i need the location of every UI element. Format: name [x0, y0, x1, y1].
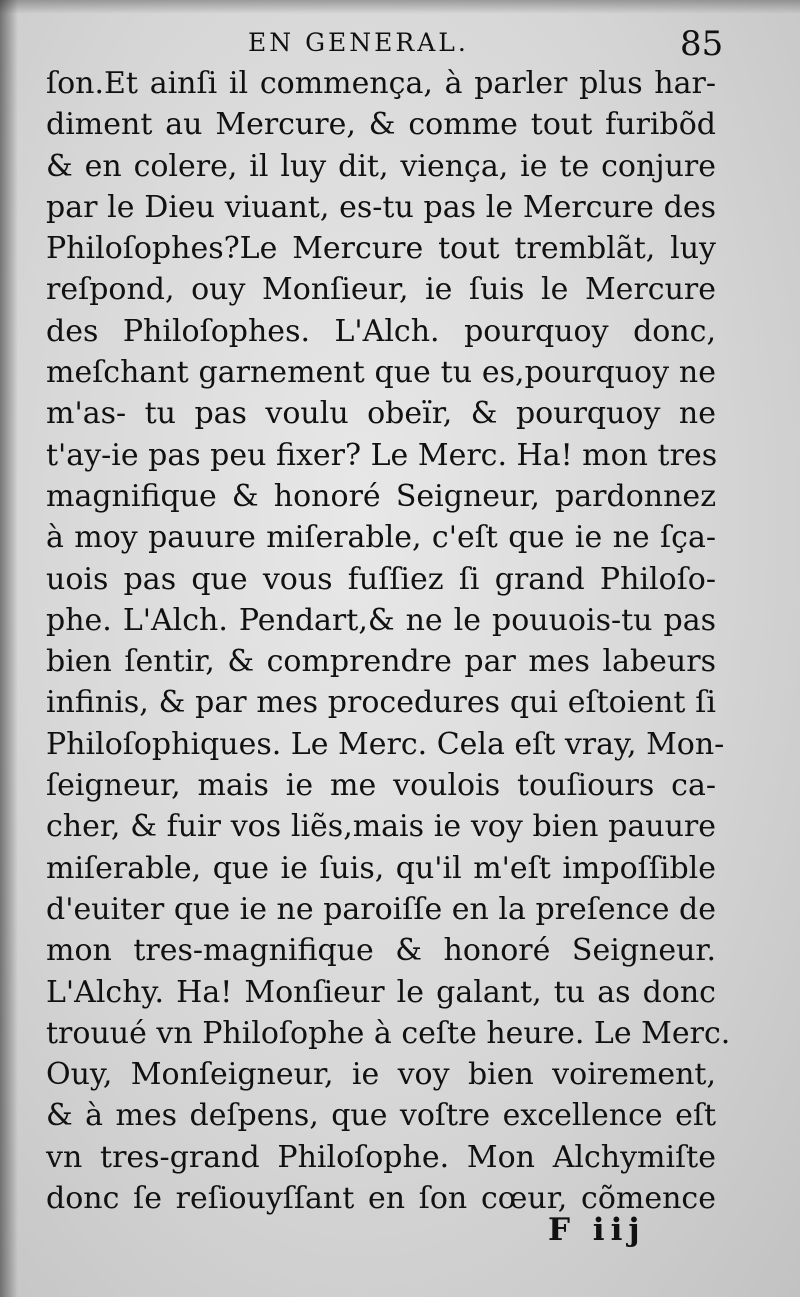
text-line: & à mes deſpens, que voſtre excellence eſt — [46, 1098, 716, 1134]
text-line: infinis, & par mes procedures qui eſtoient ſi — [46, 685, 716, 721]
text-line: mon tres-magnifique & honoré Seigneur. — [46, 933, 716, 969]
text-line: Philoſophes?Le Mercure tout tremblãt, luy — [46, 231, 716, 267]
text-line: vn tres-grand Philoſophe. Mon Alchymiſte — [46, 1139, 716, 1175]
text-line: Ouy, Monſeigneur, ie voy bien voirement, — [46, 1057, 716, 1093]
text-line: à moy pauure miſerable, c'eſt que ie ne ſça- — [46, 520, 716, 556]
text-line: magnifique & honoré Seigneur, pardonnez — [46, 478, 716, 514]
text-line: m'as- tu pas voulu obeïr, & pourquoy ne — [46, 396, 716, 432]
text-line: meſchant garnement que tu es,pourquoy ne — [46, 355, 716, 391]
text-line: Philoſophiques. Le Merc. Cela eſt vray, Mon- — [46, 726, 725, 762]
text-line: par le Dieu viuant, es-tu pas le Mercure des — [46, 189, 716, 225]
text-line: reſpond, ouy Monſieur, ie ſuis le Mercure — [46, 272, 716, 308]
text-line: uois pas que vous fuſſiez ſi grand Philoſo- — [46, 561, 716, 597]
running-head — [0, 26, 800, 66]
text-line: miſerable, que ie ſuis, qu'il m'eſt impoſſible — [46, 850, 716, 886]
text-line: diment au Mercure, & comme tout furibõd — [46, 107, 716, 143]
signature-mark: F iij — [548, 1212, 646, 1248]
page-top-shadow — [0, 0, 800, 14]
text-line: t'ay-ie pas peu fixer? Le Merc. Ha! mon tres — [46, 437, 718, 473]
body-text — [46, 63, 731, 1219]
text-line: ſon.Et ainſi il commença, à parler plus har- — [46, 66, 716, 101]
page-edge-shadow — [0, 0, 18, 1297]
text-line: L'Alchy. Ha! Monſieur le galant, tu as donc — [46, 974, 716, 1010]
text-line: des Philoſophes. L'Alch. pourquoy donc, — [46, 313, 716, 349]
text-line: cher, & fuir vos liẽs,mais ie voy bien pauure — [46, 809, 716, 845]
text-line: trouué vn Philoſophe à ceſte heure. Le Merc. — [46, 1015, 731, 1051]
text-line: d'euiter que ie ne paroiſſe en la preſence de — [46, 891, 716, 927]
text-line: donc ſe reſiouyſſant en ſon cœur, cõmence — [46, 1181, 716, 1217]
text-line: phe. L'Alch. Pendart,& ne le pouuois-tu pas — [46, 602, 716, 638]
text-line: bien ſentir, & comprendre par mes labeurs — [46, 644, 716, 680]
text-line: & en colere, il luy dit, viença, ie te conjure — [46, 148, 716, 184]
page-number: 85 — [680, 24, 724, 64]
running-head-title: EN GENERAL. — [248, 28, 469, 57]
text-line: ſeigneur, mais ie me voulois touſiours ca- — [46, 768, 716, 804]
